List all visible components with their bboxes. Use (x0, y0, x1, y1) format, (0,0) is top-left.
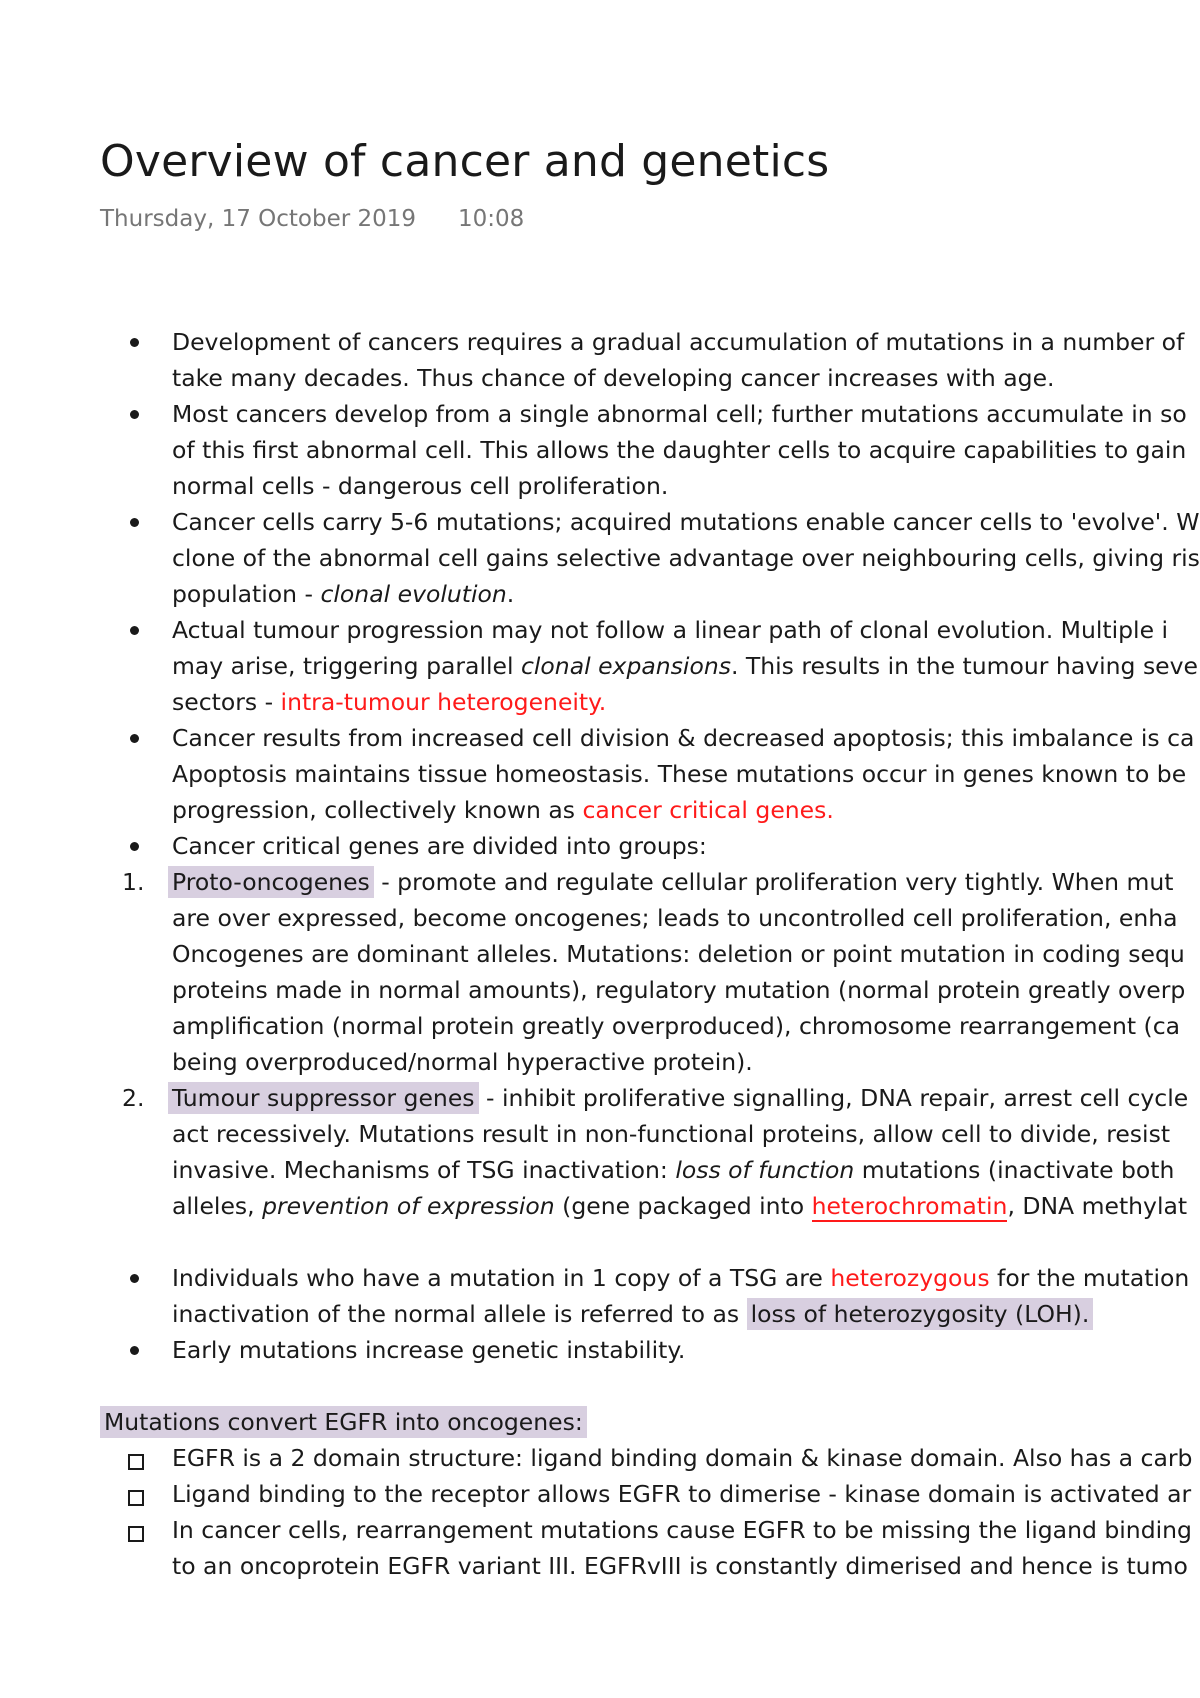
list-item-text (168, 1080, 1188, 1116)
list-item-text: act recessively. Mutations result in non-functional proteins, allow cell to divide, resist (172, 1120, 1171, 1148)
checkbox-square-icon (128, 1454, 144, 1470)
list-item-text: take many decades. Thus chance of developing cancer increases with age. (172, 364, 1055, 392)
text-run: population - (172, 580, 321, 608)
bullet-icon (130, 626, 139, 635)
text-run: mutations (inactivate both (854, 1156, 1175, 1184)
list-number: 1. (122, 868, 145, 896)
red-term: intra-tumour heterogeneity. (280, 688, 607, 716)
list-item-text (172, 1188, 1187, 1224)
list-item-text: normal cells - dangerous cell proliferation. (172, 472, 669, 500)
emphasis-text: clonal expansions (520, 652, 731, 680)
list-item-text: EGFR is a 2 domain structure: ligand binding domain & kinase domain. Also has a carb (172, 1444, 1193, 1472)
text-run: sectors - (172, 688, 281, 716)
list-item-text: Actual tumour progression may not follow a linear path of clonal evolution. Multiple i (172, 616, 1169, 644)
red-term: cancer critical genes. (582, 796, 834, 824)
text-run: (gene packaged into (554, 1192, 812, 1220)
list-item-text (172, 1260, 1189, 1296)
note-date: Thursday, 17 October 2019 (100, 206, 417, 232)
list-item-text: Ligand binding to the receptor allows EGFR to dimerise - kinase domain is activated ar (172, 1480, 1192, 1508)
text-run: inactivation of the normal allele is referred to as (172, 1300, 747, 1328)
text-run: Individuals who have a mutation in 1 copy of a TSG are (172, 1264, 831, 1292)
text-run: invasive. Mechanisms of TSG inactivation: (172, 1156, 676, 1184)
bullet-icon (130, 734, 139, 743)
list-item-text: Cancer critical genes are divided into groups: (172, 832, 707, 860)
list-item-text: Early mutations increase genetic instability. (172, 1336, 686, 1364)
list-item-text: Most cancers develop from a single abnormal cell; further mutations accumulate in so (172, 400, 1187, 428)
list-item-text (172, 1152, 1174, 1188)
red-term: heterozygous (830, 1264, 990, 1292)
highlighted-term: loss of heterozygosity (LOH). (747, 1298, 1094, 1330)
list-item-text: being overproduced/normal hyperactive protein). (172, 1048, 753, 1076)
list-number: 2. (122, 1084, 145, 1112)
list-item-text: Cancer cells carry 5-6 mutations; acquired mutations enable cancer cells to 'evolve'. W (172, 508, 1200, 536)
list-item-text: amplification (normal protein greatly overproduced), chromosome rearrangement (ca (172, 1012, 1181, 1040)
text-run: . (506, 580, 515, 608)
note-time: 10:08 (458, 206, 525, 232)
bullet-icon (130, 1274, 139, 1283)
list-item-text (172, 648, 1198, 684)
emphasis-text: prevention of expression (262, 1192, 555, 1220)
text-run: - inhibit proliferative signalling, DNA repair, arrest cell cycle (478, 1084, 1189, 1112)
text-run: , DNA methylat (1007, 1192, 1188, 1220)
bullet-icon (130, 518, 139, 527)
text-run: may arise, triggering parallel (172, 652, 521, 680)
list-item-text: Development of cancers requires a gradual accumulation of mutations in a number of (172, 328, 1185, 356)
page-title: Overview of cancer and genetics (100, 136, 830, 187)
list-item-text: Apoptosis maintains tissue homeostasis. These mutations occur in genes known to be (172, 760, 1187, 788)
list-item-text: are over expressed, become oncogenes; leads to uncontrolled cell proliferation, enha (172, 904, 1178, 932)
checkbox-square-icon (128, 1490, 144, 1506)
text-run: for the mutation (989, 1264, 1190, 1292)
red-underlined-term: heterochromatin (811, 1192, 1008, 1220)
highlighted-term: Tumour suppressor genes (168, 1082, 479, 1114)
bullet-icon (130, 338, 139, 347)
text-run: - promote and regulate cellular proliferation very tightly. When mut (373, 868, 1174, 896)
list-item-text: Cancer results from increased cell division & decreased apoptosis; this imbalance is ca (172, 724, 1195, 752)
list-item-text (172, 1296, 1093, 1332)
list-item-text (168, 864, 1174, 900)
emphasis-text: clonal evolution (320, 580, 507, 608)
list-item-text: Oncogenes are dominant alleles. Mutations: deletion or point mutation in coding sequ (172, 940, 1185, 968)
highlighted-heading: Mutations convert EGFR into oncogenes: (100, 1406, 587, 1438)
list-item-text: clone of the abnormal cell gains selective advantage over neighbouring cells, giving ris (172, 544, 1200, 572)
text-run: alleles, (172, 1192, 263, 1220)
checkbox-square-icon (128, 1526, 144, 1542)
list-item-text: of this first abnormal cell. This allows the daughter cells to acquire capabilities to gain (172, 436, 1187, 464)
list-item-text (172, 576, 514, 612)
list-item-text (172, 684, 606, 720)
bullet-icon (130, 410, 139, 419)
list-item-text: In cancer cells, rearrangement mutations cause EGFR to be missing the ligand binding (172, 1516, 1192, 1544)
section-heading (100, 1404, 587, 1440)
highlighted-term: Proto-oncogenes (168, 866, 374, 898)
list-item-text: to an oncoprotein EGFR variant III. EGFRvIII is constantly dimerised and hence is tumo (172, 1552, 1188, 1580)
emphasis-text: loss of function (675, 1156, 855, 1184)
text-run: . This results in the tumour having seve (730, 652, 1199, 680)
list-item-text (172, 792, 834, 828)
bullet-icon (130, 842, 139, 851)
list-item-text: proteins made in normal amounts), regulatory mutation (normal protein greatly overp (172, 976, 1186, 1004)
bullet-icon (130, 1346, 139, 1355)
text-run: progression, collectively known as (172, 796, 583, 824)
